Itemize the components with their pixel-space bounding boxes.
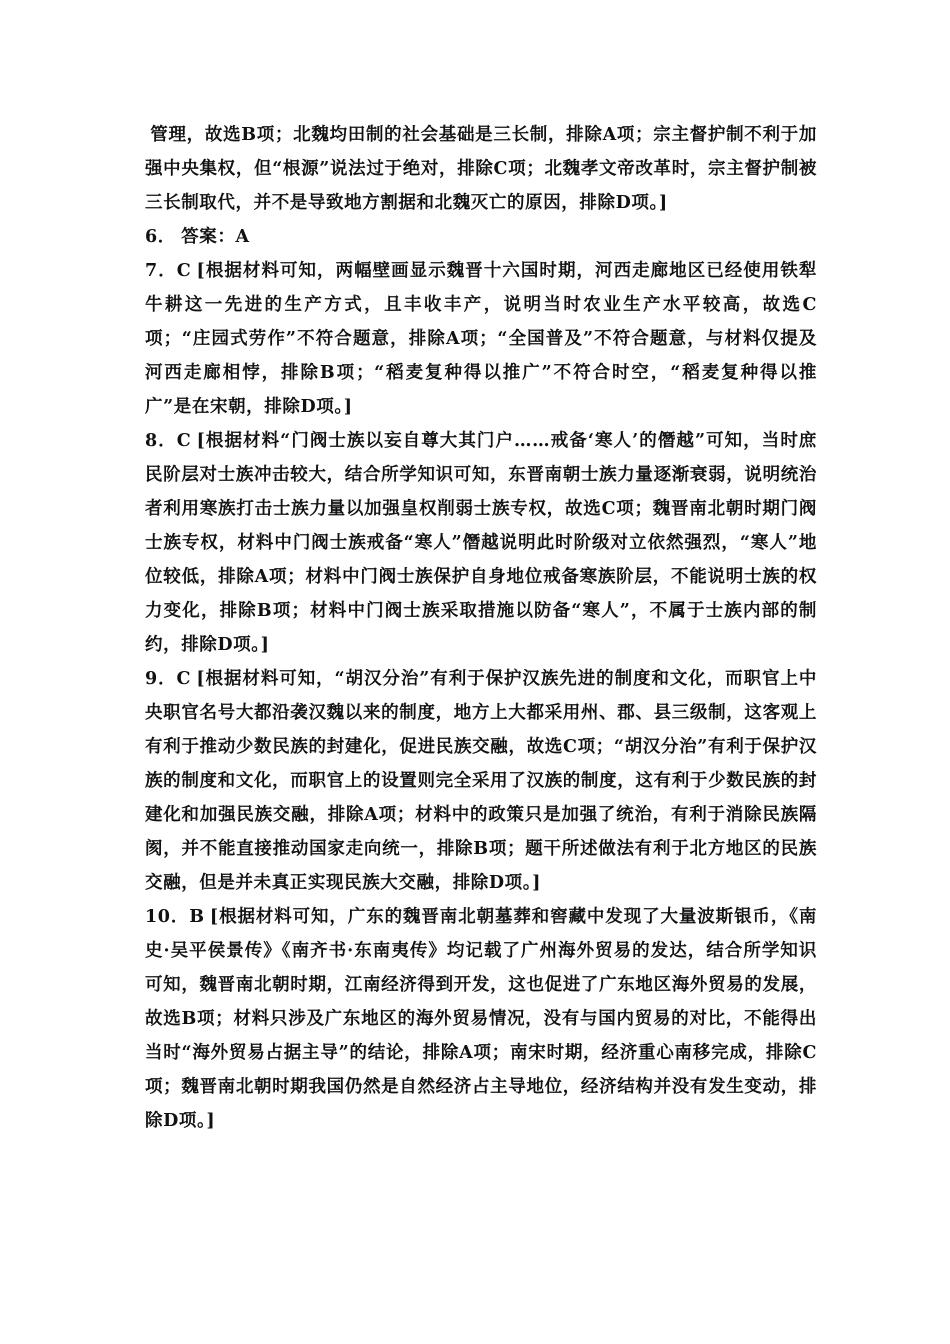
- answer-paragraph-7: [145, 254, 817, 424]
- answer-paragraph-continued: [145, 118, 817, 220]
- answer-document: [145, 118, 817, 1138]
- answer-number: 9．C: [145, 669, 192, 689]
- answer-number: 7．C: [145, 261, 192, 281]
- answer-text: [根据材料“门阀士族以妄自尊大其门户……戒备‘寒人’的僭越”可知，当时庶民阶层对士族冲击较大，结合所学知识可知，东晋南朝士族力量逐渐衰弱，说明统治者利用寒族打击士族力量以加强皇权削弱士族专权，故选C项；魏晋南北朝时期门阀士族专权，材料中门阀士族戒备“寒人”僭越说明此时阶级对立依然强烈，“寒人”地位较低，排除A项；材料中门阀士族保护自身地位戒备寒族阶层，不能说明士族的权力变化，排除B项；材料中门阀士族采取措施以防备“寒人”，不属于士族内部的制约，排除D项。]: [145, 431, 818, 655]
- answer-paragraph-10: [145, 900, 817, 1138]
- answer-paragraph-9: [145, 662, 817, 900]
- answer-paragraph-6: [145, 220, 817, 254]
- answer-text: [根据材料可知，两幅壁画显示魏晋十六国时期，河西走廊地区已经使用铁犁牛耕这一先进的生产方式，且丰收丰产，说明当时农业生产水平较高，故选C项；“庄园式劳作”不符合题意，排除A项；“全国普及”不符合题意，与材料仅提及河西走廊相悖，排除B项；“稻麦复种得以推广”不符合时空，“稻麦复种得以推广”是在宋朝，排除D项。]: [145, 261, 817, 417]
- answer-text: [根据材料可知，广东的魏晋南北朝墓葬和窖藏中发现了大量波斯银币，《南史·吴平侯景传》《南齐书·东南夷传》均记载了广州海外贸易的发达，结合所学知识可知，魏晋南北朝时期，江南经济得到开发，这也促进了广东地区海外贸易的发展，故选B项；材料只涉及广东地区的海外贸易情况，没有与国内贸易的对比，不能得出当时“海外贸易占据主导”的结论，排除A项；南宋时期，经济重心南移完成，排除C项；魏晋南北朝时期我国仍然是自然经济占主导地位，经济结构并没有发生变动，排除D项。]: [145, 907, 817, 1131]
- answer-text: [根据材料可知，“胡汉分治”有利于保护汉族先进的制度和文化，而职官上中央职官名号大都沿袭汉魏以来的制度，地方上大都采用州、郡、县三级制，这客观上有利于推动少数民族的封建化，促进民族交融，故选C项；“胡汉分治”有利于保护汉族的制度和文化，而职官上的设置则完全采用了汉族的制度，这有利于少数民族的封建化和加强民族交融，排除A项；材料中的政策只是加强了统治，有利于消除民族隔阂，并不能直接推动国家走向统一，排除B项；题干所述做法有利于北方地区的民族交融，但是并未真正实现民族大交融，排除D项。]: [145, 669, 817, 893]
- answer-paragraph-8: [145, 424, 817, 662]
- answer-text: 管理，故选B项；北魏均田制的社会基础是三长制，排除A项；宗主督护制不利于加强中央集权，但“根源”说法过于绝对，排除C项；北魏孝文帝改革时，宗主督护制被三长制取代，并不是导致地方割据和北魏灭亡的原因，排除D项。]: [145, 125, 817, 213]
- answer-number: 10．B: [145, 907, 205, 927]
- answer-number: 8．C: [145, 431, 192, 451]
- answer-text: 答案：A: [181, 227, 250, 247]
- answer-number: 6．: [145, 227, 176, 247]
